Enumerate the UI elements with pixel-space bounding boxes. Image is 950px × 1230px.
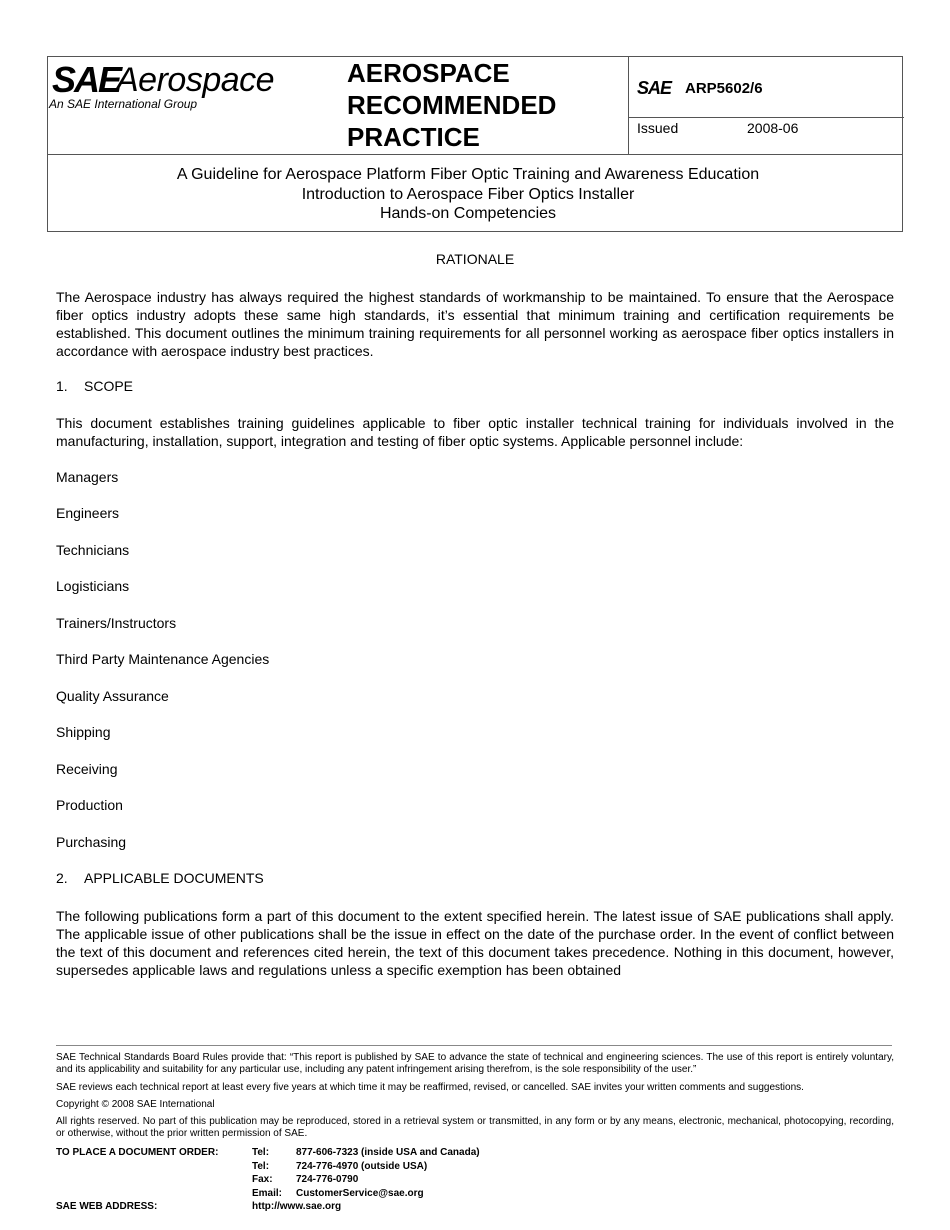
footer-rule: [56, 1045, 892, 1046]
contact-key: Tel:: [252, 1147, 270, 1158]
personnel-item: Trainers/Instructors: [56, 615, 177, 631]
footer-review-text: SAE reviews each technical report at least every five years at which time it may be reaffirmed, revised, or cancelled. SAE invites your written comments and suggestions.: [56, 1082, 804, 1093]
contact-value: 877-606-7323 (inside USA and Canada): [296, 1147, 480, 1158]
issued-date: 2008-06: [747, 120, 799, 136]
contact-row: [252, 1146, 480, 1160]
sae-mini-logo: SAE: [637, 78, 672, 98]
footer-rights-text: All rights reserved. No part of this publication may be reproduced, stored in a retrieval system or transmitted, in any form or by any means, electronic, mechanical, photocopying, recording, or otherwise, without the prior written permission of SAE.: [56, 1116, 894, 1139]
contact-value: 724-776-4970 (outside USA): [296, 1160, 428, 1172]
section-heading: [56, 870, 264, 886]
personnel-item: Shipping: [56, 724, 111, 740]
personnel-item: Engineers: [56, 505, 120, 521]
subtitle-line: A Guideline for Aerospace Platform Fiber Optic Training and Awareness Education: [176, 166, 760, 183]
issued-label: Issued: [637, 120, 679, 136]
email-link[interactable]: CustomerService@sae.org: [296, 1187, 424, 1199]
personnel-item: Managers: [56, 469, 119, 485]
header-divider: [628, 57, 629, 154]
personnel-item: Technicians: [56, 542, 130, 558]
section-number: 1.: [56, 378, 68, 394]
order-labels: [56, 1146, 218, 1214]
document-subtitle: [48, 165, 888, 224]
order-label: TO PLACE A DOCUMENT ORDER:: [56, 1147, 219, 1158]
contact-key: Tel:: [252, 1160, 270, 1172]
subtitle-line: Introduction to Aerospace Fiber Optics Installer: [301, 185, 635, 203]
contact-key: Email:: [252, 1187, 283, 1199]
personnel-item: Receiving: [56, 761, 118, 777]
logo-tagline: An SAE International Group: [49, 97, 198, 111]
applicable-text: The following publications form a part of this document to the extent specified herein. The latest issue of SAE publications shall apply. The applicable issue of other publications shall be the issue in effect on the date of the purchase order. In the event of conflict between the text of this document and references cited herein, the text of this document takes precedence. Nothing in this document, however, supersedes applicable laws and regulations unless a specific exemption has been obtained: [56, 908, 894, 978]
personnel-item: Quality Assurance: [56, 688, 169, 704]
section-heading: [56, 378, 133, 394]
title-line: AEROSPACE: [347, 58, 510, 88]
section-title: SCOPE: [84, 378, 134, 394]
rationale-text: The Aerospace industry has always required the highest standards of workmanship to be maintained. To ensure that the Aerospace fiber optics industry adopts these same high standards, it’s essential that minimum training and certification requirements be established. This document outlines the minimum training requirements for all personnel working as aerospace fiber optics installers in accordance with aerospace industry best practices.: [56, 289, 894, 359]
contact-value: 724-776-0790: [296, 1174, 359, 1185]
scope-text: This document establishes training guidelines applicable to fiber optic installer technical training for individuals involved in the manufacturing, installation, support, integration and testing of fiber optic systems. Applicable personnel include:: [56, 415, 894, 449]
section-number: 2.: [56, 870, 68, 886]
aerospace-logo-text: Aerospace: [116, 61, 275, 99]
personnel-item: Logisticians: [56, 578, 130, 594]
header-divider: [48, 154, 902, 155]
personnel-item: Purchasing: [56, 834, 127, 850]
header-divider: [628, 117, 904, 118]
contact-key: Fax:: [252, 1174, 273, 1185]
subtitle-line: Hands-on Competencies: [379, 205, 557, 222]
contact-row: [252, 1160, 480, 1174]
web-address-link[interactable]: http://www.sae.org: [252, 1201, 342, 1212]
contact-row: [252, 1173, 480, 1187]
order-contacts: [252, 1146, 480, 1214]
personnel-item: Third Party Maintenance Agencies: [56, 651, 270, 667]
title-line: PRACTICE: [347, 122, 480, 152]
web-address-label: SAE WEB ADDRESS:: [56, 1201, 158, 1212]
sae-logo: SAE: [52, 59, 121, 100]
section-title: APPLICABLE DOCUMENTS: [84, 870, 264, 886]
document-type-title: [347, 57, 556, 153]
document-number: ARP5602/6: [685, 80, 763, 97]
rationale-heading: RATIONALE: [435, 251, 515, 267]
personnel-item: Production: [56, 797, 123, 813]
footer-copyright: Copyright © 2008 SAE International: [56, 1099, 215, 1110]
title-line: RECOMMENDED: [347, 90, 557, 120]
contact-row: [252, 1187, 480, 1201]
footer-rules-text: SAE Technical Standards Board Rules provide that: “This report is published by SAE to advance the state of technical and engineering sciences. The use of this report is entirely voluntary, and its applicability and suitability for any particular use, including any patent infringement arising therefrom, is the sole responsibility of the user.”: [56, 1052, 894, 1075]
